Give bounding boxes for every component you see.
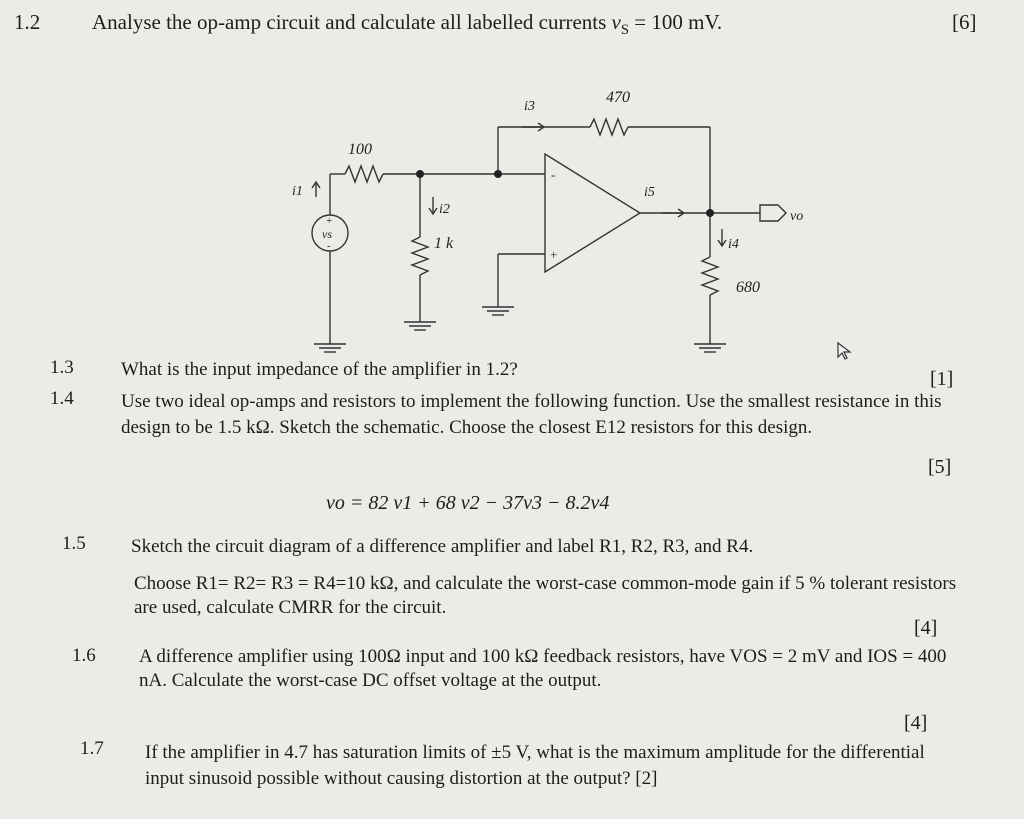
- resistor-100-icon: [345, 166, 383, 182]
- q14-text: Use two ideal op-amps and resistors to implement the following function. Use the smallest resistance in this design to be 1.5 kΩ. Sketch the schematic. Choose the closest E12 resistors for this design.: [121, 391, 942, 438]
- q14-marks: [5]: [928, 456, 952, 478]
- q12-vs: $v_S$: [611, 10, 630, 39]
- label-r100: 100: [348, 141, 372, 158]
- op-amp-circuit-diagram: [270, 82, 830, 362]
- resistor-470-icon: [590, 119, 628, 135]
- label-noninverting: +: [550, 247, 558, 262]
- q13-number: 1.3: [50, 357, 74, 378]
- q12-vs-value: = 100 mV.: [629, 10, 723, 34]
- q12-text-main: Analyse the op-amp circuit and calculate all labelled currents: [92, 10, 607, 34]
- label-i2: i2: [439, 202, 450, 217]
- q16-marks: [4]: [904, 712, 928, 734]
- label-i3: i3: [524, 99, 535, 114]
- label-i4: i4: [728, 237, 739, 252]
- label-source-plus: +: [326, 215, 333, 227]
- resistor-1k-icon: [412, 237, 428, 275]
- label-r470: 470: [606, 89, 630, 106]
- label-vs: vs: [322, 227, 332, 241]
- label-source-minus: -: [327, 240, 331, 252]
- q13-marks: [1]: [930, 368, 954, 390]
- q14-equation: vo = 82 v1 + 68 v2 − 37v3 − 8.2v4: [326, 492, 610, 514]
- q15-text-a: Sketch the circuit diagram of a difference amplifier and label R1, R2, R3, and R4.: [131, 536, 754, 557]
- label-r1k: 1 k: [434, 235, 454, 252]
- q17-number: 1.7: [80, 738, 104, 759]
- q12-number: 1.2: [14, 10, 41, 34]
- q15-text-b: Choose R1= R2= R3 = R4=10 kΩ, and calculate the worst-case common-mode gain if 5 % tolerant resistors are used, calculate CMRR for the circuit.: [134, 573, 957, 618]
- q13-text: What is the input impedance of the amplifier in 1.2?: [121, 359, 518, 380]
- label-i1: i1: [292, 184, 303, 199]
- q12-text: [92, 10, 722, 39]
- label-vo: vo: [790, 209, 804, 224]
- q15-number: 1.5: [62, 533, 86, 554]
- q17-marks: [2]: [635, 768, 658, 789]
- q12-marks: [6]: [952, 10, 977, 34]
- label-r680: 680: [736, 279, 760, 296]
- q16-number: 1.6: [72, 645, 96, 666]
- q16-text: A difference amplifier using 100Ω input and 100 kΩ feedback resistors, have VOS = 2 mV and IOS = 400 nA. Calculate the worst-case DC offset voltage at the output.: [139, 646, 947, 691]
- resistor-680-icon: [702, 257, 718, 295]
- q17-text-main: If the amplifier in 4.7 has saturation limits of ±5 V, what is the maximum amplitude for the differential input sinusoid possible without causing distortion at the output?: [145, 742, 925, 789]
- label-i5: i5: [644, 185, 655, 200]
- vo-terminal-icon: [760, 205, 786, 221]
- q15-marks: [4]: [914, 617, 938, 639]
- mouse-cursor-icon: [836, 341, 854, 361]
- q14-number: 1.4: [50, 388, 74, 409]
- op-amp-icon: [545, 154, 640, 272]
- q17-text: [145, 740, 945, 792]
- label-inverting: -: [551, 167, 556, 182]
